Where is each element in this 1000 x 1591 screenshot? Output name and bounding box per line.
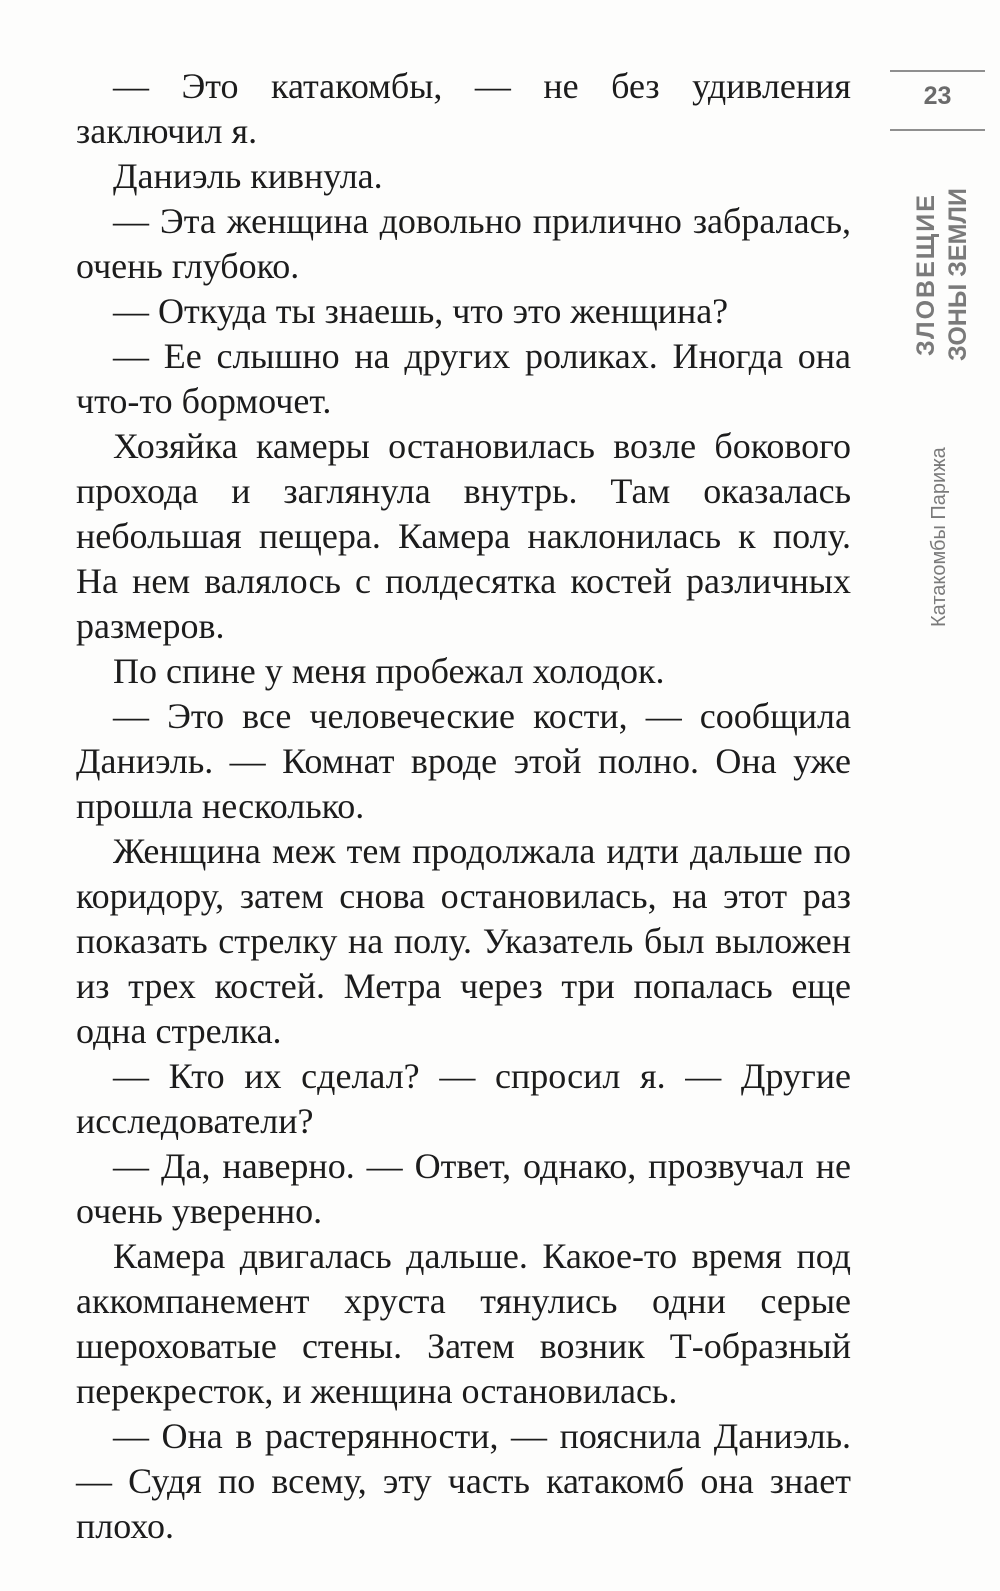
paragraph-11: — Да, наверно. — Ответ, однако, прозвучал не очень уверенно.	[76, 1146, 851, 1231]
series-title-line-1: ЗЛОВЕЩИЕ	[912, 193, 940, 357]
paragraph-10: — Кто их сделал? — спросил я. — Другие исследователи?	[76, 1056, 851, 1141]
paragraph-9: Женщина меж тем продолжала идти дальше по коридору, затем снова остановилась, на этот раз показать стрелку на полу. Указатель был выложен из трех костей. Метра через три попалась еще одна стрелка.	[76, 831, 851, 1051]
paragraph-1: — Это катакомбы, — не без удивления заключил я.	[76, 66, 851, 151]
series-title-line-2: ЗОНЫ ЗЕМЛИ	[944, 188, 972, 362]
paragraph-7: По спине у меня пробежал холодок.	[113, 651, 665, 691]
paragraph-2: Даниэль кивнула.	[113, 156, 383, 196]
page-number: 23	[923, 82, 952, 110]
paragraph-8: — Это все человеческие кости, — сообщила Даниэль. — Комнат вроде этой полно. Она уже прошла несколько.	[76, 696, 851, 826]
paragraph-6: Хозяйка камеры остановилась возле бокового прохода и заглянула внутрь. Там оказалась небольшая пещера. Камера наклонилась к полу. На нем валялось с полдесятка костей различных размеров.	[76, 426, 851, 646]
page-number-bottom-rule	[890, 129, 985, 131]
paragraph-4: — Откуда ты знаешь, что это женщина?	[113, 291, 729, 331]
paragraph-12: Камера двигалась дальше. Какое-то время под аккомпанемент хруста тянулись одни серые шероховатые стены. Затем возник Т-образный перекресток, и женщина остановилась.	[76, 1236, 851, 1411]
paragraph-5: — Ее слышно на других роликах. Иногда она что-то бормочет.	[76, 336, 851, 421]
page-number-top-rule	[890, 70, 985, 72]
paragraph-3: — Эта женщина довольно прилично забралась, очень глубоко.	[76, 201, 851, 286]
paragraph-13: — Она в растерянности, — пояснила Даниэль. — Судя по всему, эту часть катакомб она знает плохо.	[76, 1416, 851, 1546]
running-book-title: Катакомбы Парижа	[928, 447, 950, 628]
body-text	[76, 64, 851, 1549]
